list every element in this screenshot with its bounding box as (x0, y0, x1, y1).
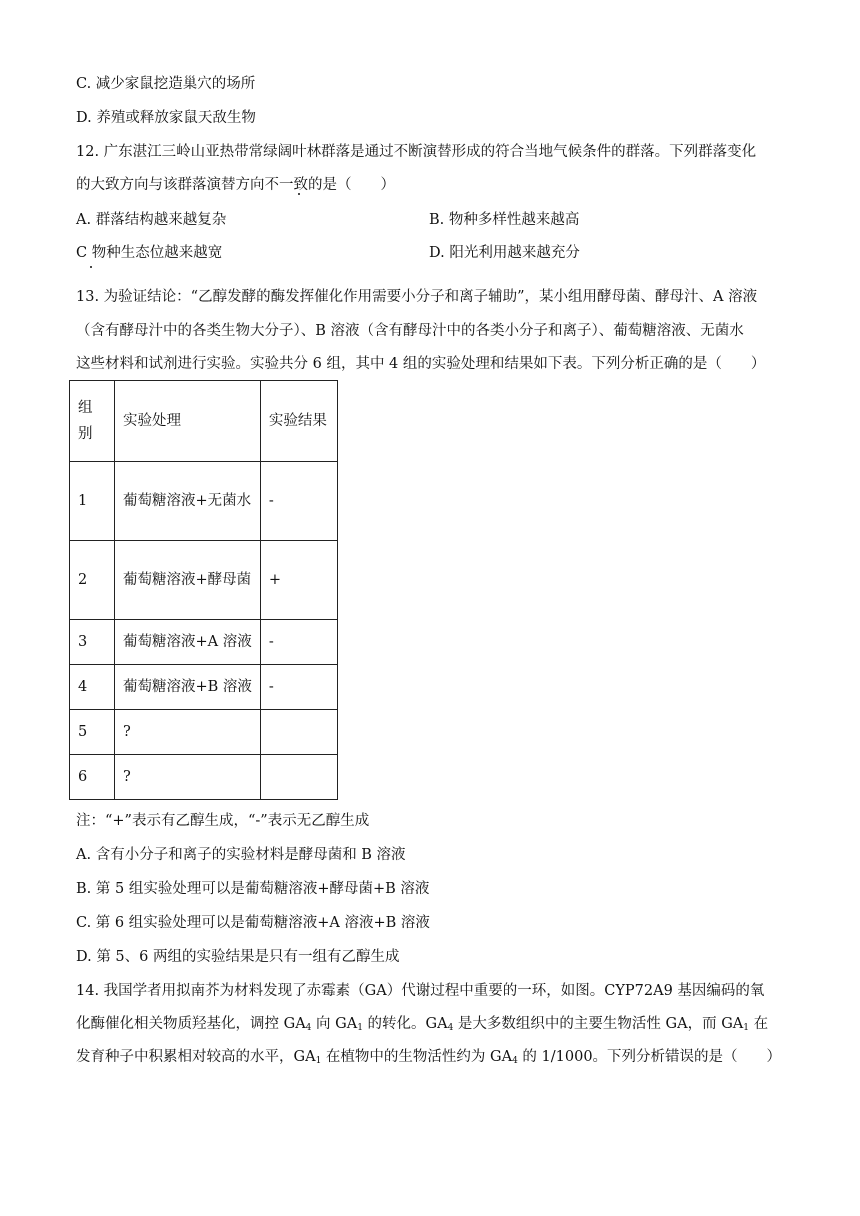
table-row (70, 755, 338, 800)
table-cell: - (260, 462, 337, 541)
q12-stem-line1: 12. 广东湛江三岭山亚热带常绿阔叶林群落是通过不断演替形成的符合当地气候条件的群落。下列群落变化 (76, 144, 757, 160)
q12-option-b: B. 物种多样性越来越高 (429, 212, 580, 228)
experiment-table (69, 380, 338, 800)
table-cell: 葡萄糖溶液+酵母菌 (115, 541, 261, 620)
table-cell: ? (115, 710, 261, 755)
table-cell: 5 (70, 710, 115, 755)
q12-option-d: D. 阳光利用越来越充分 (429, 245, 580, 261)
table-cell: 葡萄糖溶液+A 溶液 (115, 620, 261, 665)
table-row (70, 620, 338, 665)
q13-stem-line2: （含有酵母汁中的各类生物大分子）、B 溶液（含有酵母汁中的各类小分子和离子）、葡萄糖溶液、无菌水 (76, 323, 744, 339)
q12-option-c: C 物种生态位越来越宽 (76, 245, 223, 261)
q13-option-c: C. 第 6 组实验处理可以是葡萄糖溶液+A 溶液+B 溶液 (76, 915, 430, 931)
table-row (70, 462, 338, 541)
table-cell: - (260, 620, 337, 665)
emphasis-dot (298, 193, 300, 195)
table-header-treatment: 实验处理 (115, 381, 261, 462)
q13-table-note: 注：“+”表示有乙醇生成，“-”表示无乙醇生成 (76, 813, 370, 829)
table-row (70, 541, 338, 620)
table-cell: 2 (70, 541, 115, 620)
table-row (70, 665, 338, 710)
table-cell: 葡萄糖溶液+B 溶液 (115, 665, 261, 710)
table-header-row (70, 381, 338, 462)
table-cell: 葡萄糖溶液+无菌水 (115, 462, 261, 541)
table-cell: - (260, 665, 337, 710)
q12-option-a: A. 群落结构越来越复杂 (76, 212, 227, 228)
q13-option-b: B. 第 5 组实验处理可以是葡萄糖溶液+酵母菌+B 溶液 (76, 881, 430, 897)
table-cell: 1 (70, 462, 115, 541)
q13-stem-line3: 这些材料和试剂进行实验。实验共分 6 组，其中 4 组的实验处理和结果如下表。下列分析正确的是（ ） (76, 356, 766, 372)
q14-stem-line3: 发育种子中积累相对较高的水平，$GA_1$ 在植物中的生物活性约为 $GA_4$ 的 1/1000。下列分析错误的是（ ） (76, 1049, 782, 1066)
table-cell (260, 755, 337, 800)
table-cell: + (260, 541, 337, 620)
q14-stem-line1: 14. 我国学者用拟南芥为材料发现了赤霉素（GA）代谢过程中重要的一环，如图。CYP72A9 基因编码的氧 (76, 983, 765, 999)
table-header-result: 实验结果 (260, 381, 337, 462)
table-cell: 4 (70, 665, 115, 710)
table-cell: ? (115, 755, 261, 800)
table-header-group: 组别 (70, 381, 115, 462)
q11-option-c: C. 减少家鼠挖造巢穴的场所 (76, 76, 256, 92)
table-row (70, 710, 338, 755)
table-cell: 3 (70, 620, 115, 665)
q13-option-a: A. 含有小分子和离子的实验材料是酵母菌和 B 溶液 (76, 847, 406, 863)
table-cell (260, 710, 337, 755)
q11-option-d: D. 养殖或释放家鼠天敌生物 (76, 110, 256, 126)
q14-stem-line2: 化酶催化相关物质羟基化，调控 $GA_4$ 向 $GA_1$ 的转化。$GA_4$ 是大多数组织中的主要生物活性 GA，而 $GA_1$ 在 (76, 1016, 769, 1033)
q13-stem-line1: 13. 为验证结论：“乙醇发酵的酶发挥催化作用需要小分子和离子辅助”，某小组用酵母菌、酵母汁、A 溶液 (76, 289, 758, 305)
table-cell: 6 (70, 755, 115, 800)
emphasis-dot (90, 266, 92, 268)
q12-stem-line2: 的大致方向与该群落演替方向不一致的是（ ） (76, 177, 395, 193)
q13-option-d: D. 第 5、6 两组的实验结果是只有一组有乙醇生成 (76, 949, 400, 965)
